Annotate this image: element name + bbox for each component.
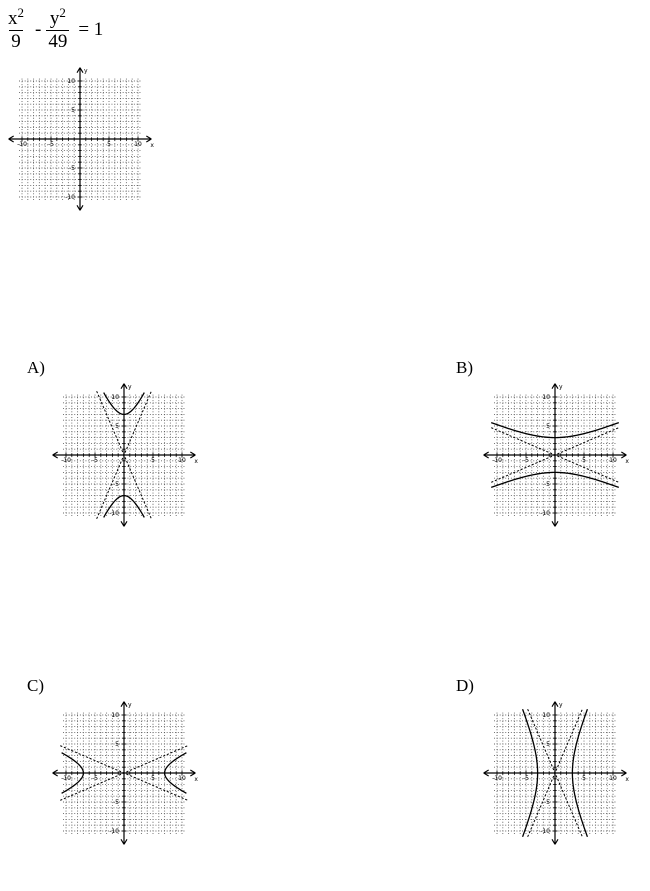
x-fraction	[6, 4, 26, 53]
x-tick-label: 10	[134, 141, 142, 148]
y-axis-label: y	[84, 67, 88, 75]
y-tick-label: 5	[115, 423, 119, 430]
x-denominator: 9	[11, 30, 21, 52]
x-tick-label: 10	[609, 457, 617, 464]
x-tick-label: -5	[92, 775, 98, 782]
x-tick-label: 5	[151, 775, 155, 782]
y-tick-label: 10	[67, 78, 75, 85]
y-tick-label: 5	[546, 741, 550, 748]
x-tick-label: 5	[582, 457, 586, 464]
x-tick-label: 5	[582, 775, 586, 782]
y-numerator	[48, 4, 68, 30]
option-d-label: D)	[456, 676, 474, 695]
y-tick-label: 10	[111, 394, 119, 401]
x-numerator	[6, 4, 26, 30]
y-tick-label: -5	[69, 165, 75, 172]
x-exponent: 2	[17, 4, 24, 20]
x-tick-label: 10	[609, 775, 617, 782]
x-tick-label: 5	[151, 457, 155, 464]
x-tick-label: -10	[61, 457, 71, 464]
option-c-label: C)	[27, 676, 44, 695]
equals-rhs: = 1	[78, 19, 104, 40]
x-tick-label: -10	[61, 775, 71, 782]
y-tick-label: 5	[115, 741, 119, 748]
x-axis-label: x	[625, 776, 629, 783]
y-exponent: 2	[59, 4, 66, 20]
y-denominator: 49	[48, 30, 68, 52]
option-a-label: A)	[27, 358, 45, 377]
x-axis-label: x	[194, 776, 198, 783]
x-axis-label: x	[625, 458, 629, 465]
y-tick-label: -10	[540, 828, 550, 835]
y-tick-label: -5	[544, 481, 550, 488]
y-tick-label: 10	[111, 712, 119, 719]
x-tick-label: -5	[523, 775, 529, 782]
x-axis-label: x	[150, 142, 154, 149]
option-a-graph	[49, 382, 199, 528]
y-axis-label: y	[559, 383, 563, 391]
y-axis-label: y	[128, 383, 132, 391]
minus-operator: -	[35, 19, 42, 40]
x-tick-label: 10	[178, 457, 186, 464]
y-tick-label: -5	[113, 799, 119, 806]
y-tick-label: 5	[546, 423, 550, 430]
y-tick-label: 10	[542, 394, 550, 401]
y-tick-label: -10	[109, 510, 119, 517]
y-axis-label: y	[559, 701, 563, 709]
y-tick-label: -10	[109, 828, 119, 835]
y-fraction	[46, 4, 69, 53]
x-tick-label: -5	[523, 457, 529, 464]
x-tick-label: -10	[492, 775, 502, 782]
y-tick-label: 5	[71, 107, 75, 114]
x-tick-label: 5	[107, 141, 111, 148]
y-tick-label: -10	[540, 510, 550, 517]
equation	[6, 4, 108, 56]
x-tick-label: -10	[492, 457, 502, 464]
y-tick-label: -5	[113, 481, 119, 488]
x-tick-label: -5	[92, 457, 98, 464]
x-axis-label: x	[194, 458, 198, 465]
y-tick-label: -10	[65, 194, 75, 201]
y-axis-label: y	[128, 701, 132, 709]
option-b-graph	[480, 382, 630, 528]
x-var: x	[8, 7, 18, 29]
option-b-label: B)	[456, 358, 473, 377]
question-graph	[5, 66, 155, 212]
y-var: y	[49, 7, 60, 29]
x-tick-label: 10	[178, 775, 186, 782]
y-tick-label: 10	[542, 712, 550, 719]
x-tick-label: -5	[48, 141, 54, 148]
y-tick-label: -5	[544, 799, 550, 806]
option-c-graph	[49, 700, 199, 846]
option-d-graph	[480, 700, 630, 846]
x-tick-label: -10	[17, 141, 27, 148]
